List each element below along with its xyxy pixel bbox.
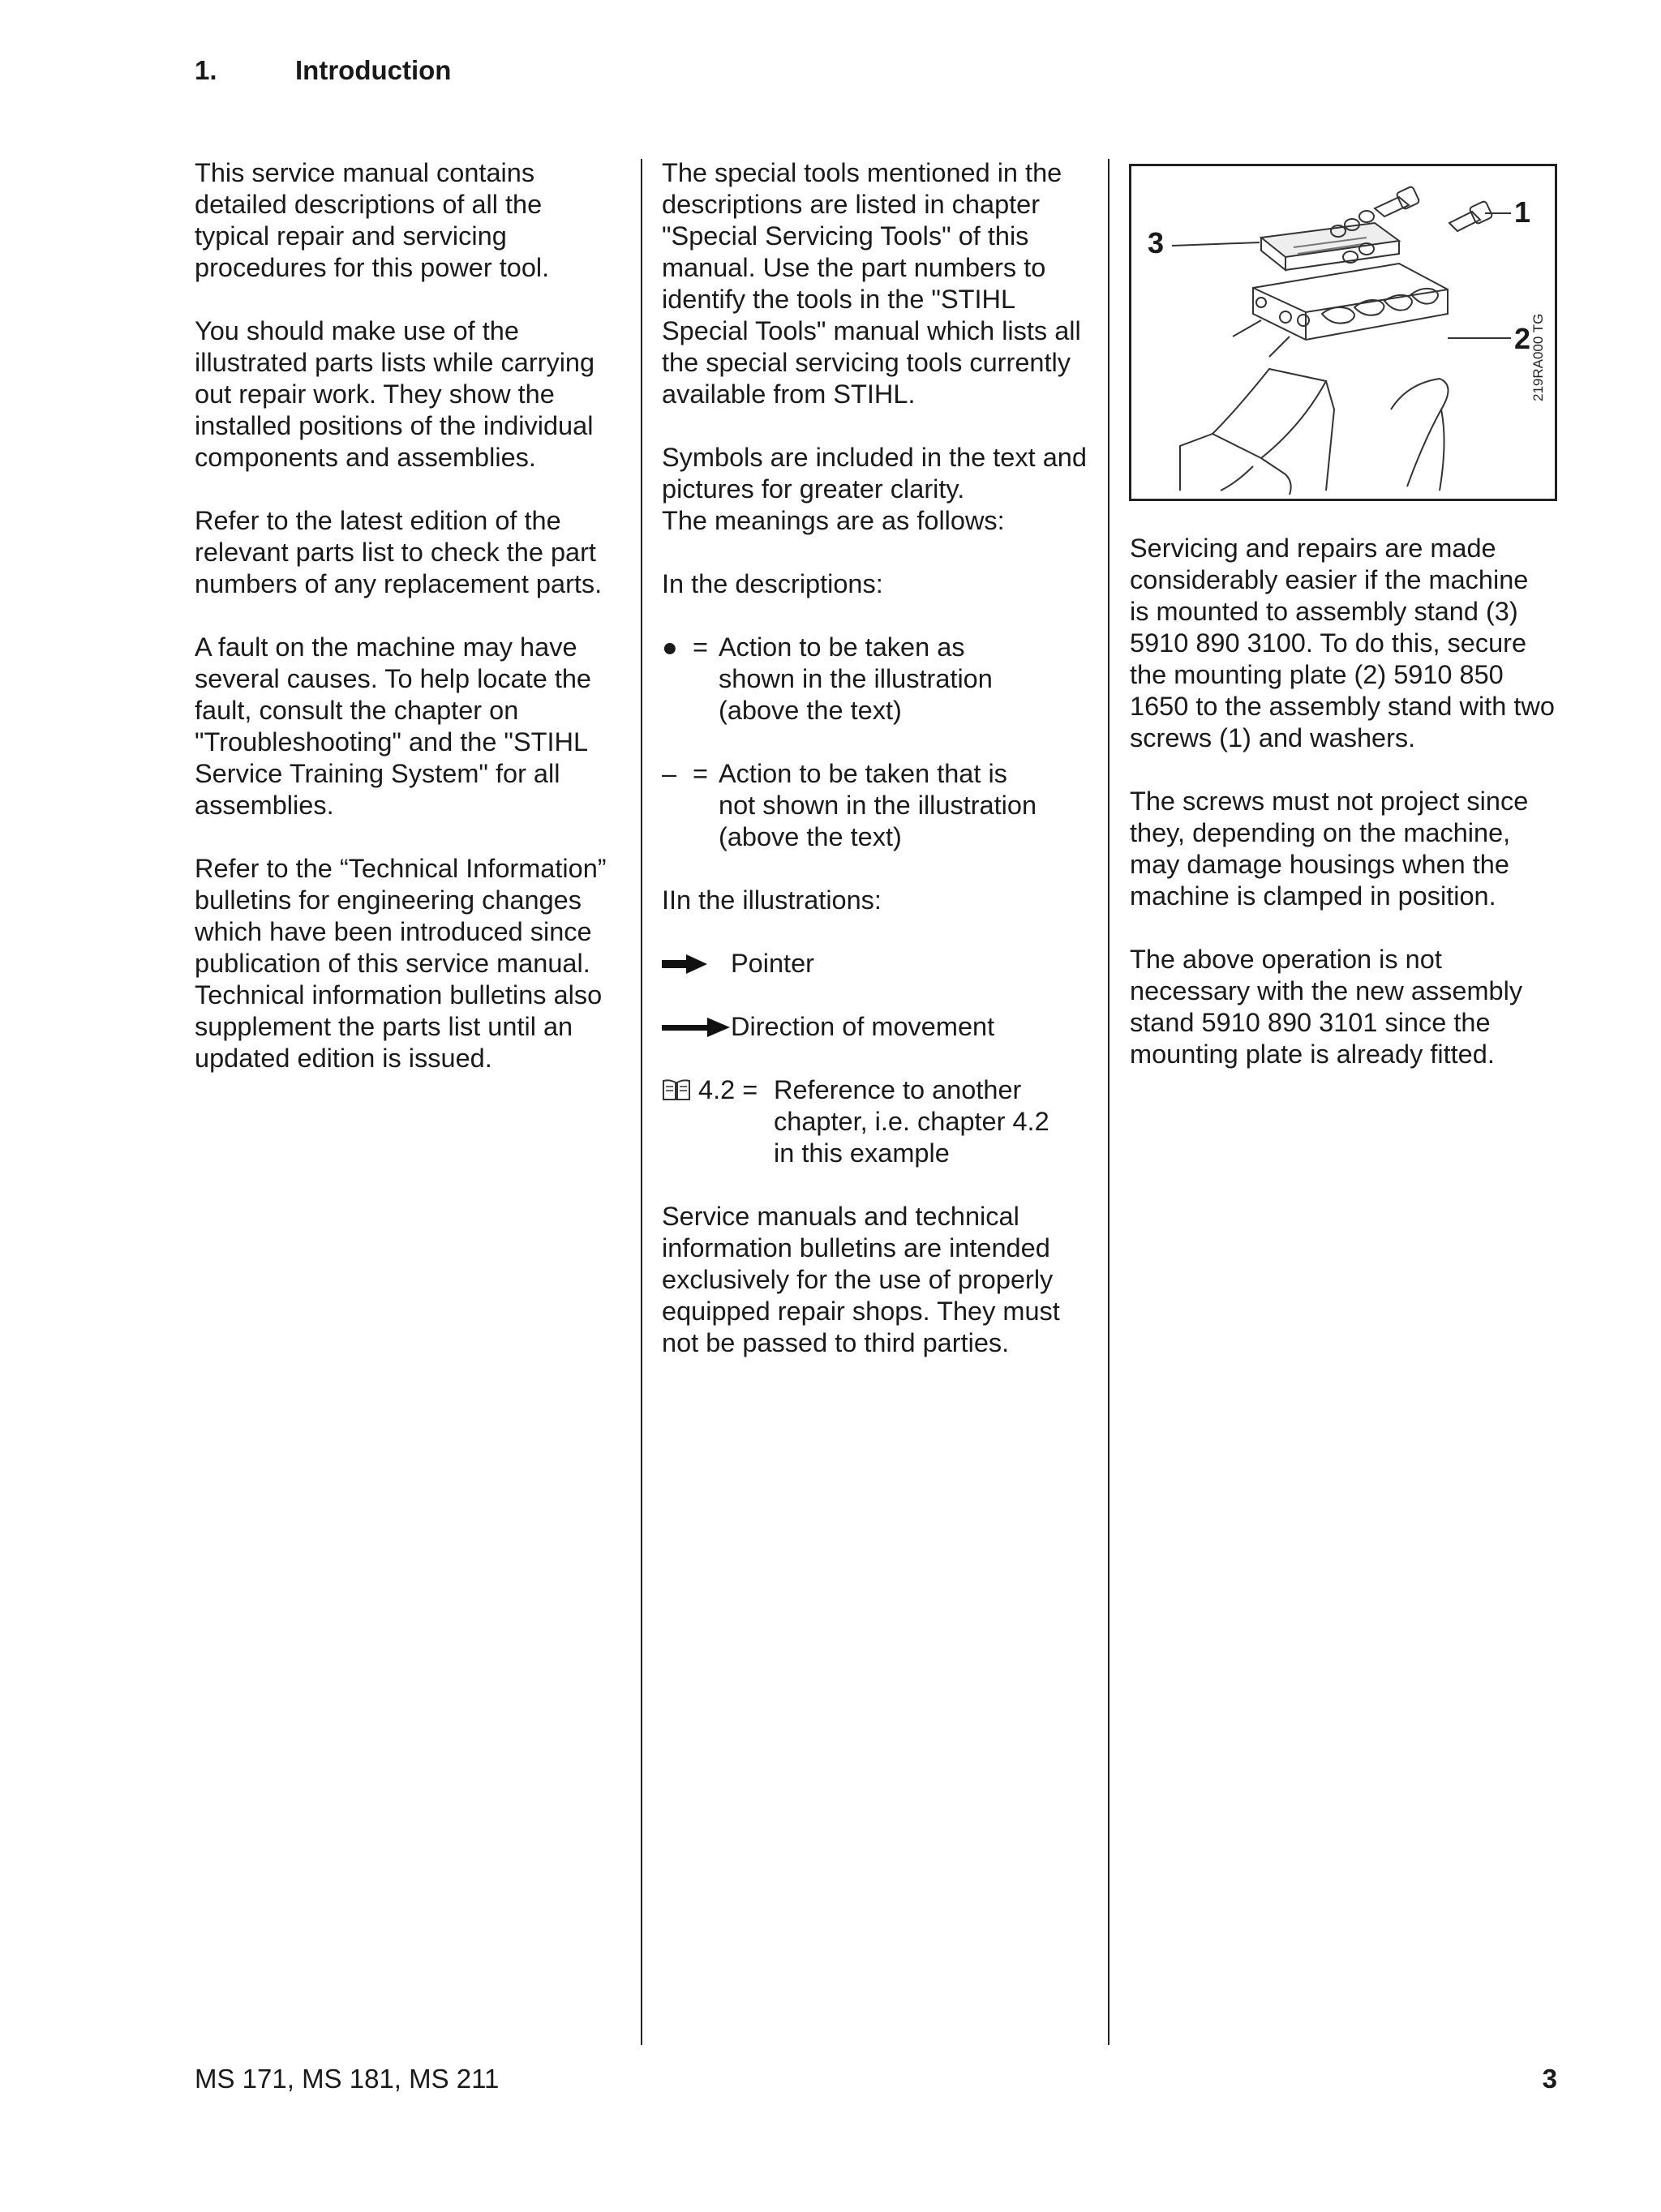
callout-2: 2	[1514, 322, 1531, 355]
figure-code: 219RA000 TG	[1530, 313, 1546, 401]
direction-arrow-icon	[662, 1017, 732, 1038]
legend-reference: 4.2 = Reference to another chapter, i.e. chapter 4.2 in this example	[662, 1074, 1116, 1169]
assembly-stand-drawing	[1131, 166, 1555, 499]
paragraph-technical-info: Refer to the “Technical Information” bulletins for engineering changes which have been introduced since publication of this service manual. Technical information bulletins also supplement the parts list until an updated edition is issued.	[195, 854, 607, 1073]
footer-models: MS 171, MS 181, MS 211	[195, 2064, 500, 2094]
paragraph-symbols: Symbols are included in the text and pictures for greater clarity. The meanings are as follows:	[662, 443, 1087, 535]
paragraph-fault: A fault on the machine may have several causes. To help locate the fault, consult the chapter on "Troubleshooting" and the "STIHL Service Training System" for all assemblies.	[195, 632, 592, 820]
bullet-icon: ●	[662, 632, 678, 662]
legend-pointer: Pointer	[662, 948, 1116, 980]
paragraph-assembly-stand: Servicing and repairs are made considerably easier if the machine is mounted to assembly stand (3) 5910 890 3100. To do this, secure the mounting plate (2) 5910 850 1650 to the assembly stand with two screws (1) and washers.	[1130, 534, 1555, 752]
paragraph-new-stand: The above operation is not necessary with the new assembly stand 5910 890 3101 since the mounting plate is already fitted.	[1130, 945, 1523, 1069]
dash-icon: –	[662, 759, 677, 788]
paragraph-screws-warning: The screws must not project since they, depending on the machine, may damage housings when the machine is clamped in position.	[1130, 787, 1529, 911]
section-title: Introduction	[295, 55, 452, 85]
column-right	[1130, 533, 1580, 1102]
paragraph-closing: Service manuals and technical information bulletins are intended exclusively for the use of properly equipped repair shops. They must not be passed to third parties.	[662, 1202, 1060, 1357]
column-middle	[662, 157, 1116, 1391]
callout-1: 1	[1514, 195, 1531, 229]
book-icon	[662, 1078, 691, 1102]
paragraph-parts-lists: You should make use of the illustrated parts lists while carrying out repair work. They show the installed positions of the individual components and assemblies.	[195, 316, 595, 472]
label-in-descriptions: In the descriptions:	[662, 569, 883, 598]
column-left	[195, 157, 633, 1106]
assembly-stand-illustration	[1129, 164, 1557, 501]
label-in-illustrations: IIn the illustrations:	[662, 885, 882, 915]
legend-bullet: ● = Action to be taken as shown in the illustration (above the text)	[662, 632, 993, 725]
legend-direction: Direction of movement	[662, 1011, 1116, 1043]
page-number: 3	[1542, 2064, 1557, 2094]
paragraph-special-tools: The special tools mentioned in the descriptions are listed in chapter "Special Servicing Tools" of this manual. Use the part numbers to identify the tools in the "STIHL Special Tools" manual which lists all the special servicing tools currently available from STIHL.	[662, 158, 1081, 409]
legend-dash: – = Action to be taken that is not shown in the illustration (above the text)	[662, 759, 1037, 851]
paragraph-latest-edition: Refer to the latest edition of the relevant parts list to check the part numbers of any replacement parts.	[195, 506, 603, 598]
pointer-arrow-icon	[662, 954, 710, 975]
paragraph-intro: This service manual contains detailed descriptions of all the typical repair and servicing procedures for this power tool.	[195, 158, 550, 282]
column-divider	[641, 159, 642, 2045]
callout-3: 3	[1148, 226, 1165, 259]
section-number: 1.	[195, 55, 217, 85]
